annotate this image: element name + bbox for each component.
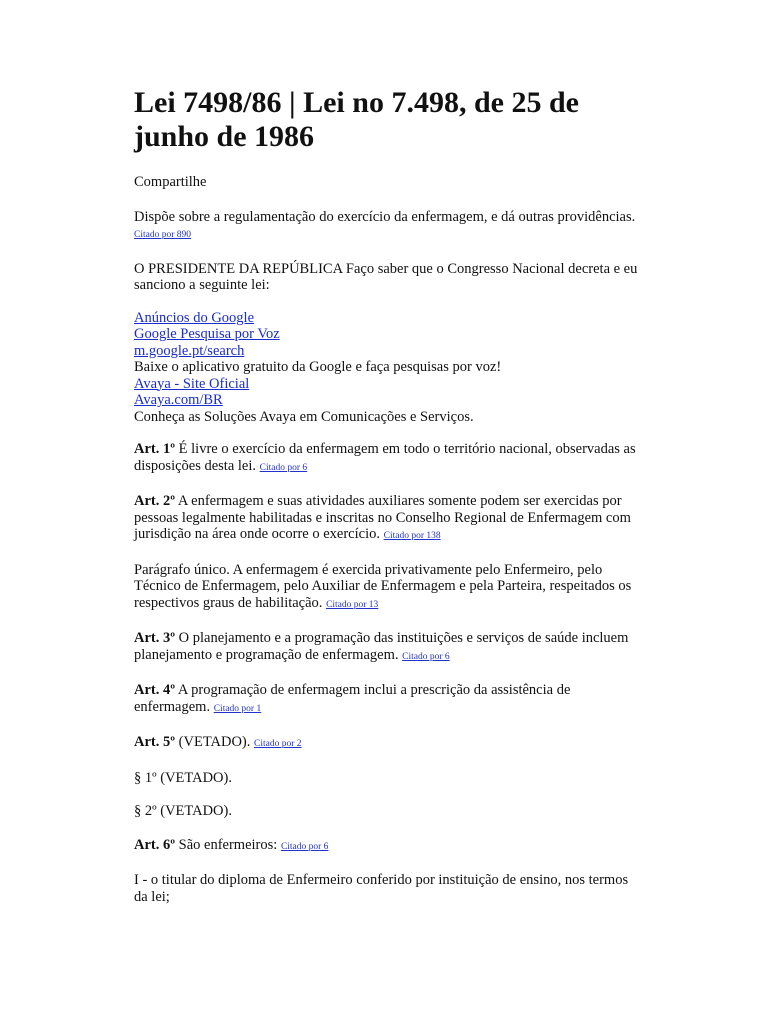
summary-cite-link[interactable]: Citado por 890	[134, 230, 191, 240]
article-cite-link[interactable]: Citado por 1	[213, 703, 262, 714]
article-6-item-1: I - o titular do diploma de Enfermeiro conferido por instituição de ensino, nos termos da lei;	[134, 872, 629, 905]
article-label: Art. 6º	[134, 836, 176, 853]
article-cite-link[interactable]: Citado por 13	[326, 599, 379, 610]
article-6	[134, 837, 644, 856]
article-label: Art. 2º	[134, 493, 176, 509]
intro-paragraph: O PRESIDENTE DA REPÚBLICA Faço saber que o Congresso Nacional decreta e eu sanciono a seguinte lei:	[134, 260, 638, 293]
article-text: O planejamento e a programação das instituições e serviços de saúde incluem planejamento e programação de enfermagem.	[134, 630, 629, 663]
article-text: A enfermagem e suas atividades auxiliares somente podem ser exercidas por pessoas legalmente habilitadas e inscritas no Conselho Regional de Enfermagem com jurisdição na área onde ocorre o exercício.	[134, 493, 631, 542]
article-text: São enfermeiros:	[175, 836, 281, 853]
ad1-description: Baixe o aplicativo gratuito da Google e faça pesquisas por voz!	[134, 359, 502, 375]
paragrafo-unico	[134, 562, 644, 614]
share-label: Compartilhe	[134, 174, 207, 190]
article-4	[134, 682, 644, 717]
ad1-title-link[interactable]: Google Pesquisa por Voz	[134, 326, 280, 342]
document-content	[134, 86, 644, 905]
summary-paragraph	[134, 209, 644, 244]
ads-heading-link[interactable]: Anúncios do Google	[134, 309, 255, 326]
article-5	[134, 734, 644, 753]
article-1	[134, 441, 644, 476]
article-5-paragraph-2: § 2º (VETADO).	[134, 803, 232, 819]
summary-text: Dispõe sobre a regulamentação do exercício da enfermagem, e dá outras providências.	[134, 208, 636, 225]
article-cite-link[interactable]: Citado por 6	[259, 462, 308, 473]
article-5-paragraph-1: § 1º (VETADO).	[134, 769, 232, 786]
ad2-url-link[interactable]: Avaya.com/BR	[134, 392, 223, 408]
article-cite-link[interactable]: Citado por 2	[254, 739, 302, 749]
article-2	[134, 493, 644, 545]
article-label: Art. 5º	[134, 734, 176, 750]
article-label: Art. 4º	[134, 682, 176, 698]
google-ads-block	[134, 310, 644, 426]
article-label: Art. 1º	[134, 441, 176, 457]
article-text: Parágrafo único. A enfermagem é exercida privativamente pelo Enfermeiro, pelo Técnico de Enfermagem, pelo Auxiliar de Enfermagem e pela Parteira, respeitados os respectivos graus de habilitação.	[134, 561, 632, 611]
article-text: É livre o exercício da enfermagem em todo o território nacional, observadas as disposições desta lei.	[134, 441, 636, 474]
page-title: Lei 7498/86 | Lei no 7.498, de 25 de junho de 1986	[134, 86, 579, 153]
ad2-description: Conheça as Soluções Avaya em Comunicações e Serviços.	[134, 408, 474, 425]
article-cite-link[interactable]: Citado por 138	[383, 531, 441, 541]
article-cite-link[interactable]: Citado por 6	[402, 651, 450, 662]
article-text: A programação de enfermagem inclui a prescrição da assistência de enfermagem.	[134, 682, 571, 715]
ad2-title-link[interactable]: Avaya - Site Oficial	[134, 375, 250, 392]
article-3	[134, 630, 644, 665]
ad1-url-link[interactable]: m.google.pt/search	[134, 342, 245, 359]
article-text: (VETADO).	[175, 734, 255, 750]
article-label: Art. 3º	[134, 630, 176, 646]
article-cite-link[interactable]: Citado por 6	[280, 841, 329, 852]
